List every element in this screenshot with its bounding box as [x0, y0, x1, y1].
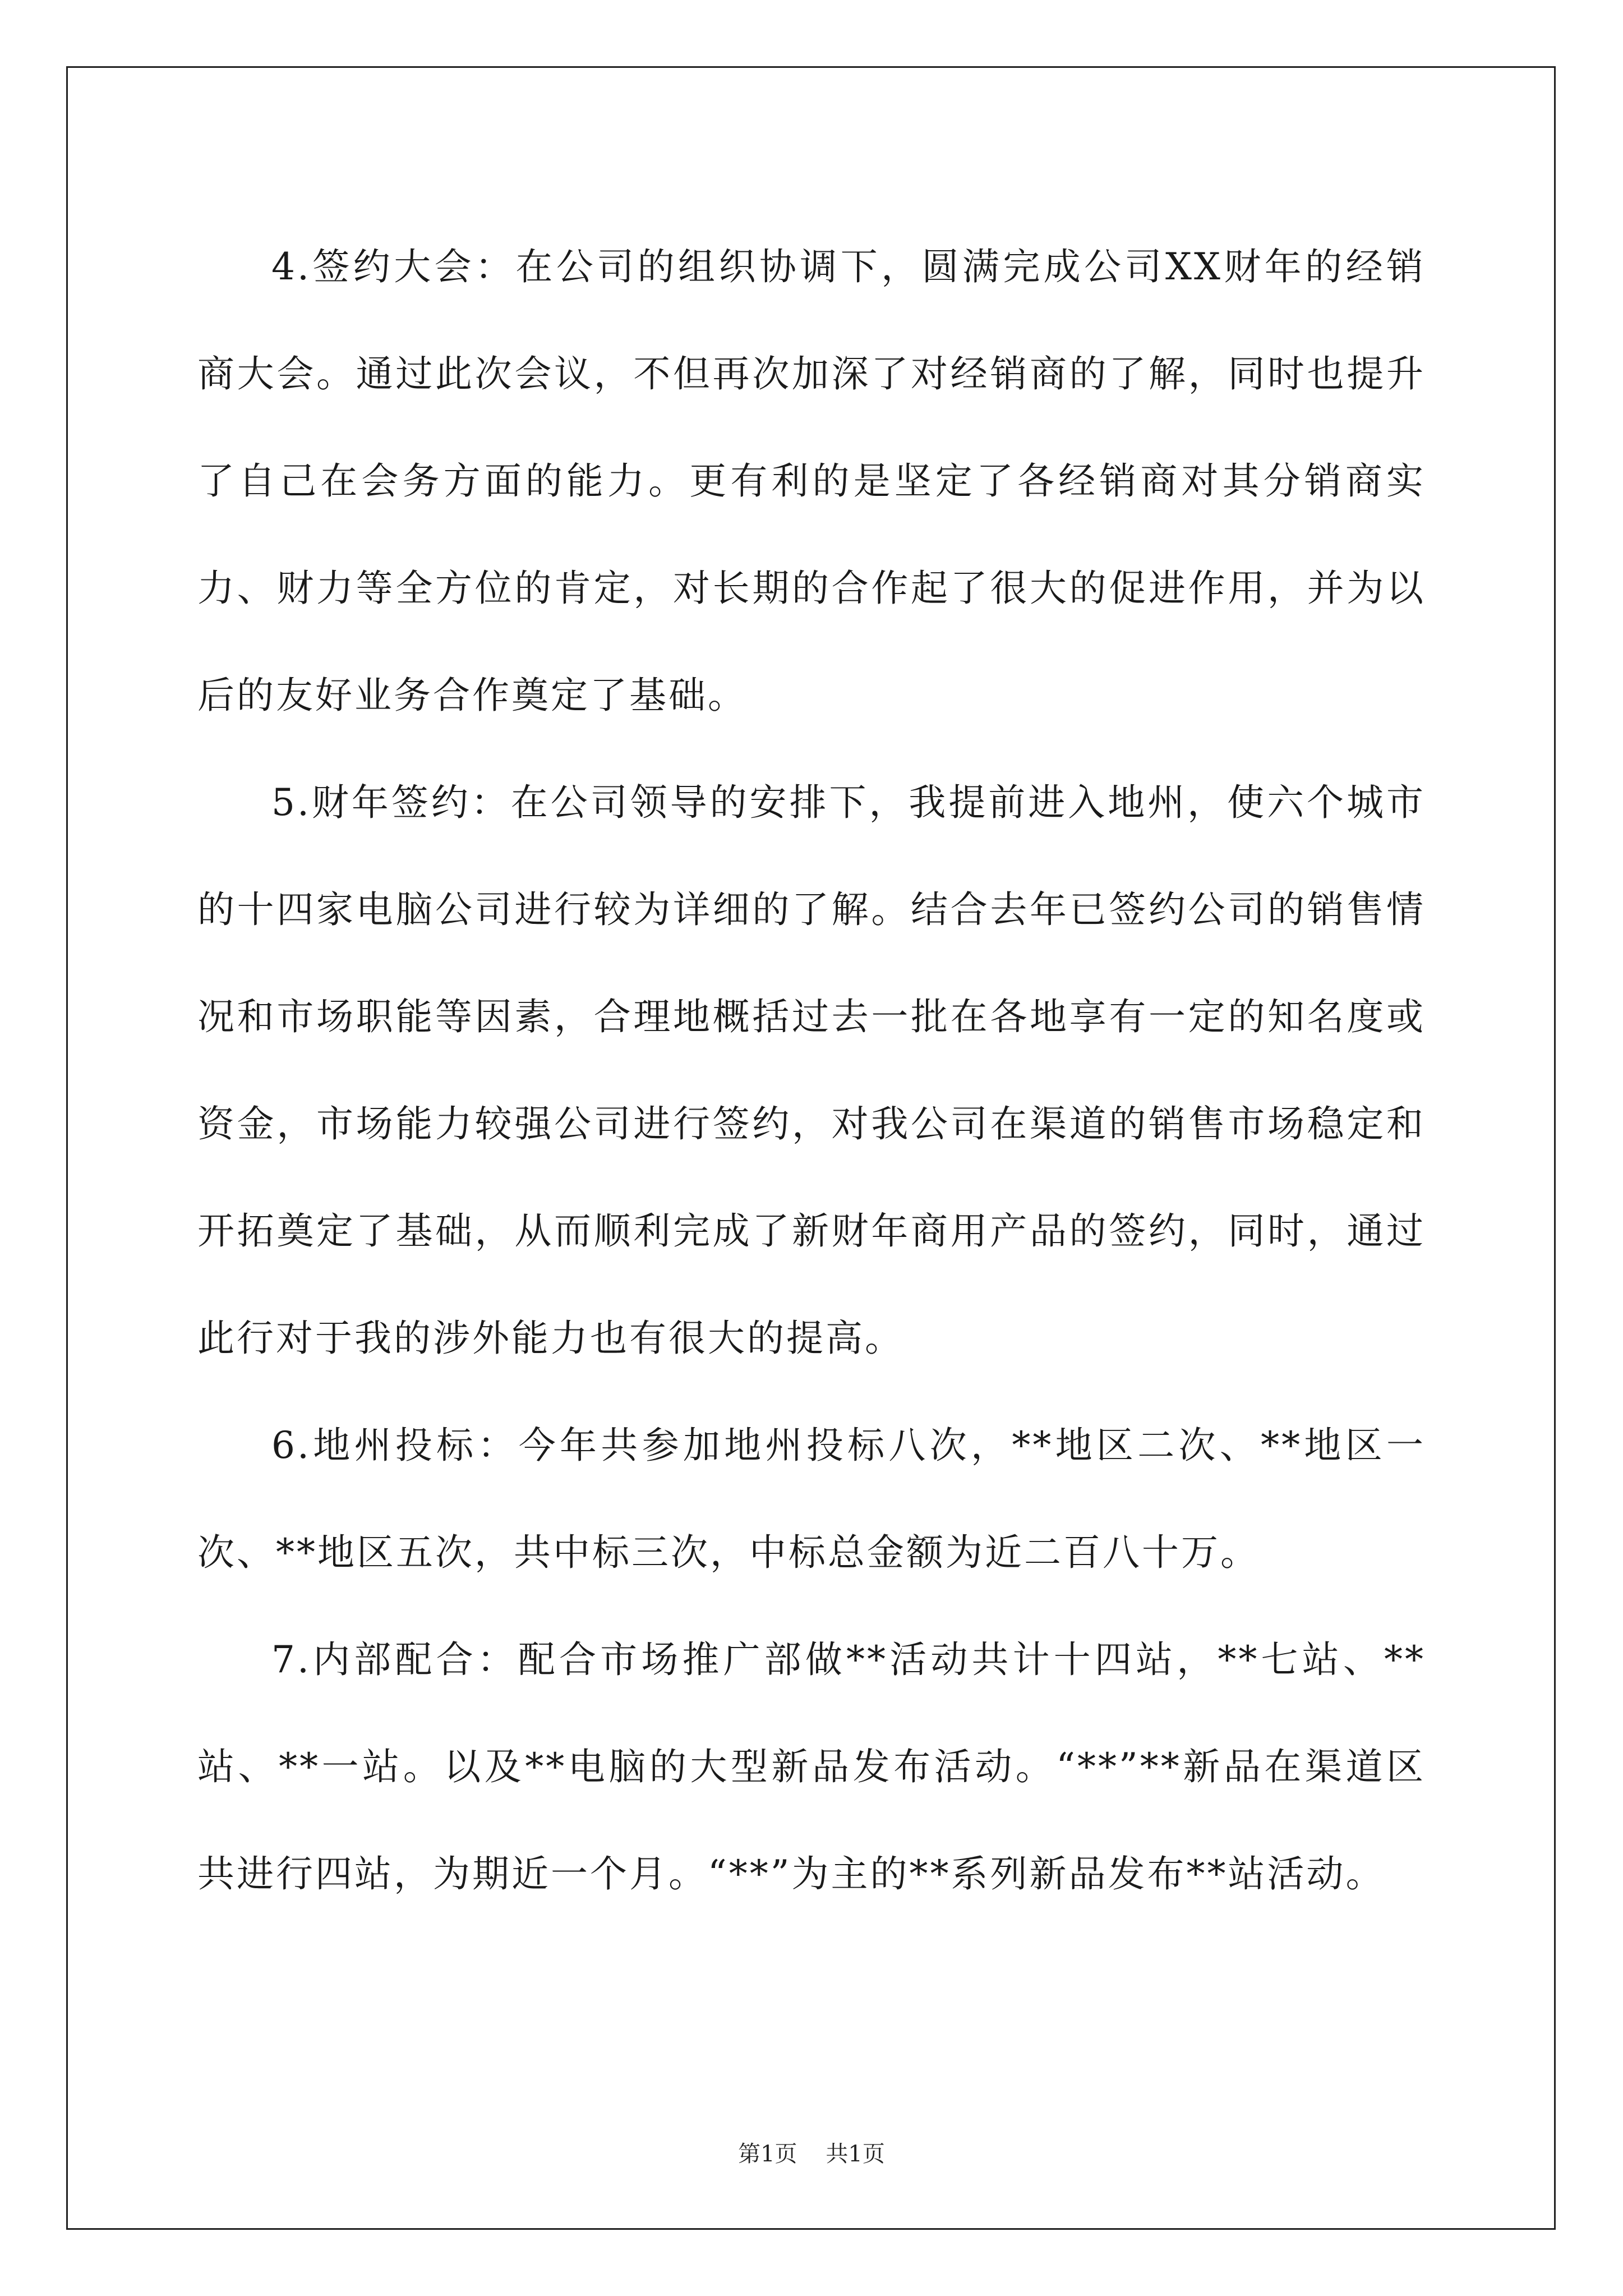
paragraph-signing-conference: 4.签约大会：在公司的组织协调下，圆满完成公司XX财年的经销商大会。通过此次会议，不但再次加深了对经销商的了解，同时也提升了自己在会务方面的能力。更有利的是坚定了各经销商对其分销商实力、财力等全方位的肯定，对长期的合作起了很大的促进作用，并为以后的友好业务合作奠定了基础。: [197, 245, 1426, 717]
page-number: 第1页: [738, 2141, 797, 2167]
paragraph-regional-bidding: 6.地州投标：今年共参加地州投标八次，**地区二次、**地区一次、**地区五次，共中标三次，中标总金额为近二百八十万。: [197, 1424, 1426, 1574]
document-body: [197, 213, 1426, 1927]
footer-spacer: [797, 2141, 826, 2167]
paragraph-internal-cooperation: 7.内部配合：配合市场推广部做**活动共计十四站，**七站、**站、**一站。以及**电脑的大型新品发布活动。“**”**新品在渠道区共进行四站，为期近一个月。“**”为主的**系列新品发布**站活动。: [197, 1638, 1426, 1895]
paragraph-fiscal-year-signing: 5.财年签约：在公司领导的安排下，我提前进入地州，使六个城市的十四家电脑公司进行较为详细的了解。结合去年已签约公司的销售情况和市场职能等因素，合理地概括过去一批在各地享有一定的知名度或资金，市场能力较强公司进行签约，对我公司在渠道的销售市场稳定和开拓奠定了基础，从而顺利完成了新财年商用产品的签约，同时，通过此行对于我的涉外能力也有很大的提高。: [197, 781, 1426, 1360]
page-footer: [0, 2140, 1623, 2168]
page-total: 共1页: [826, 2141, 885, 2167]
